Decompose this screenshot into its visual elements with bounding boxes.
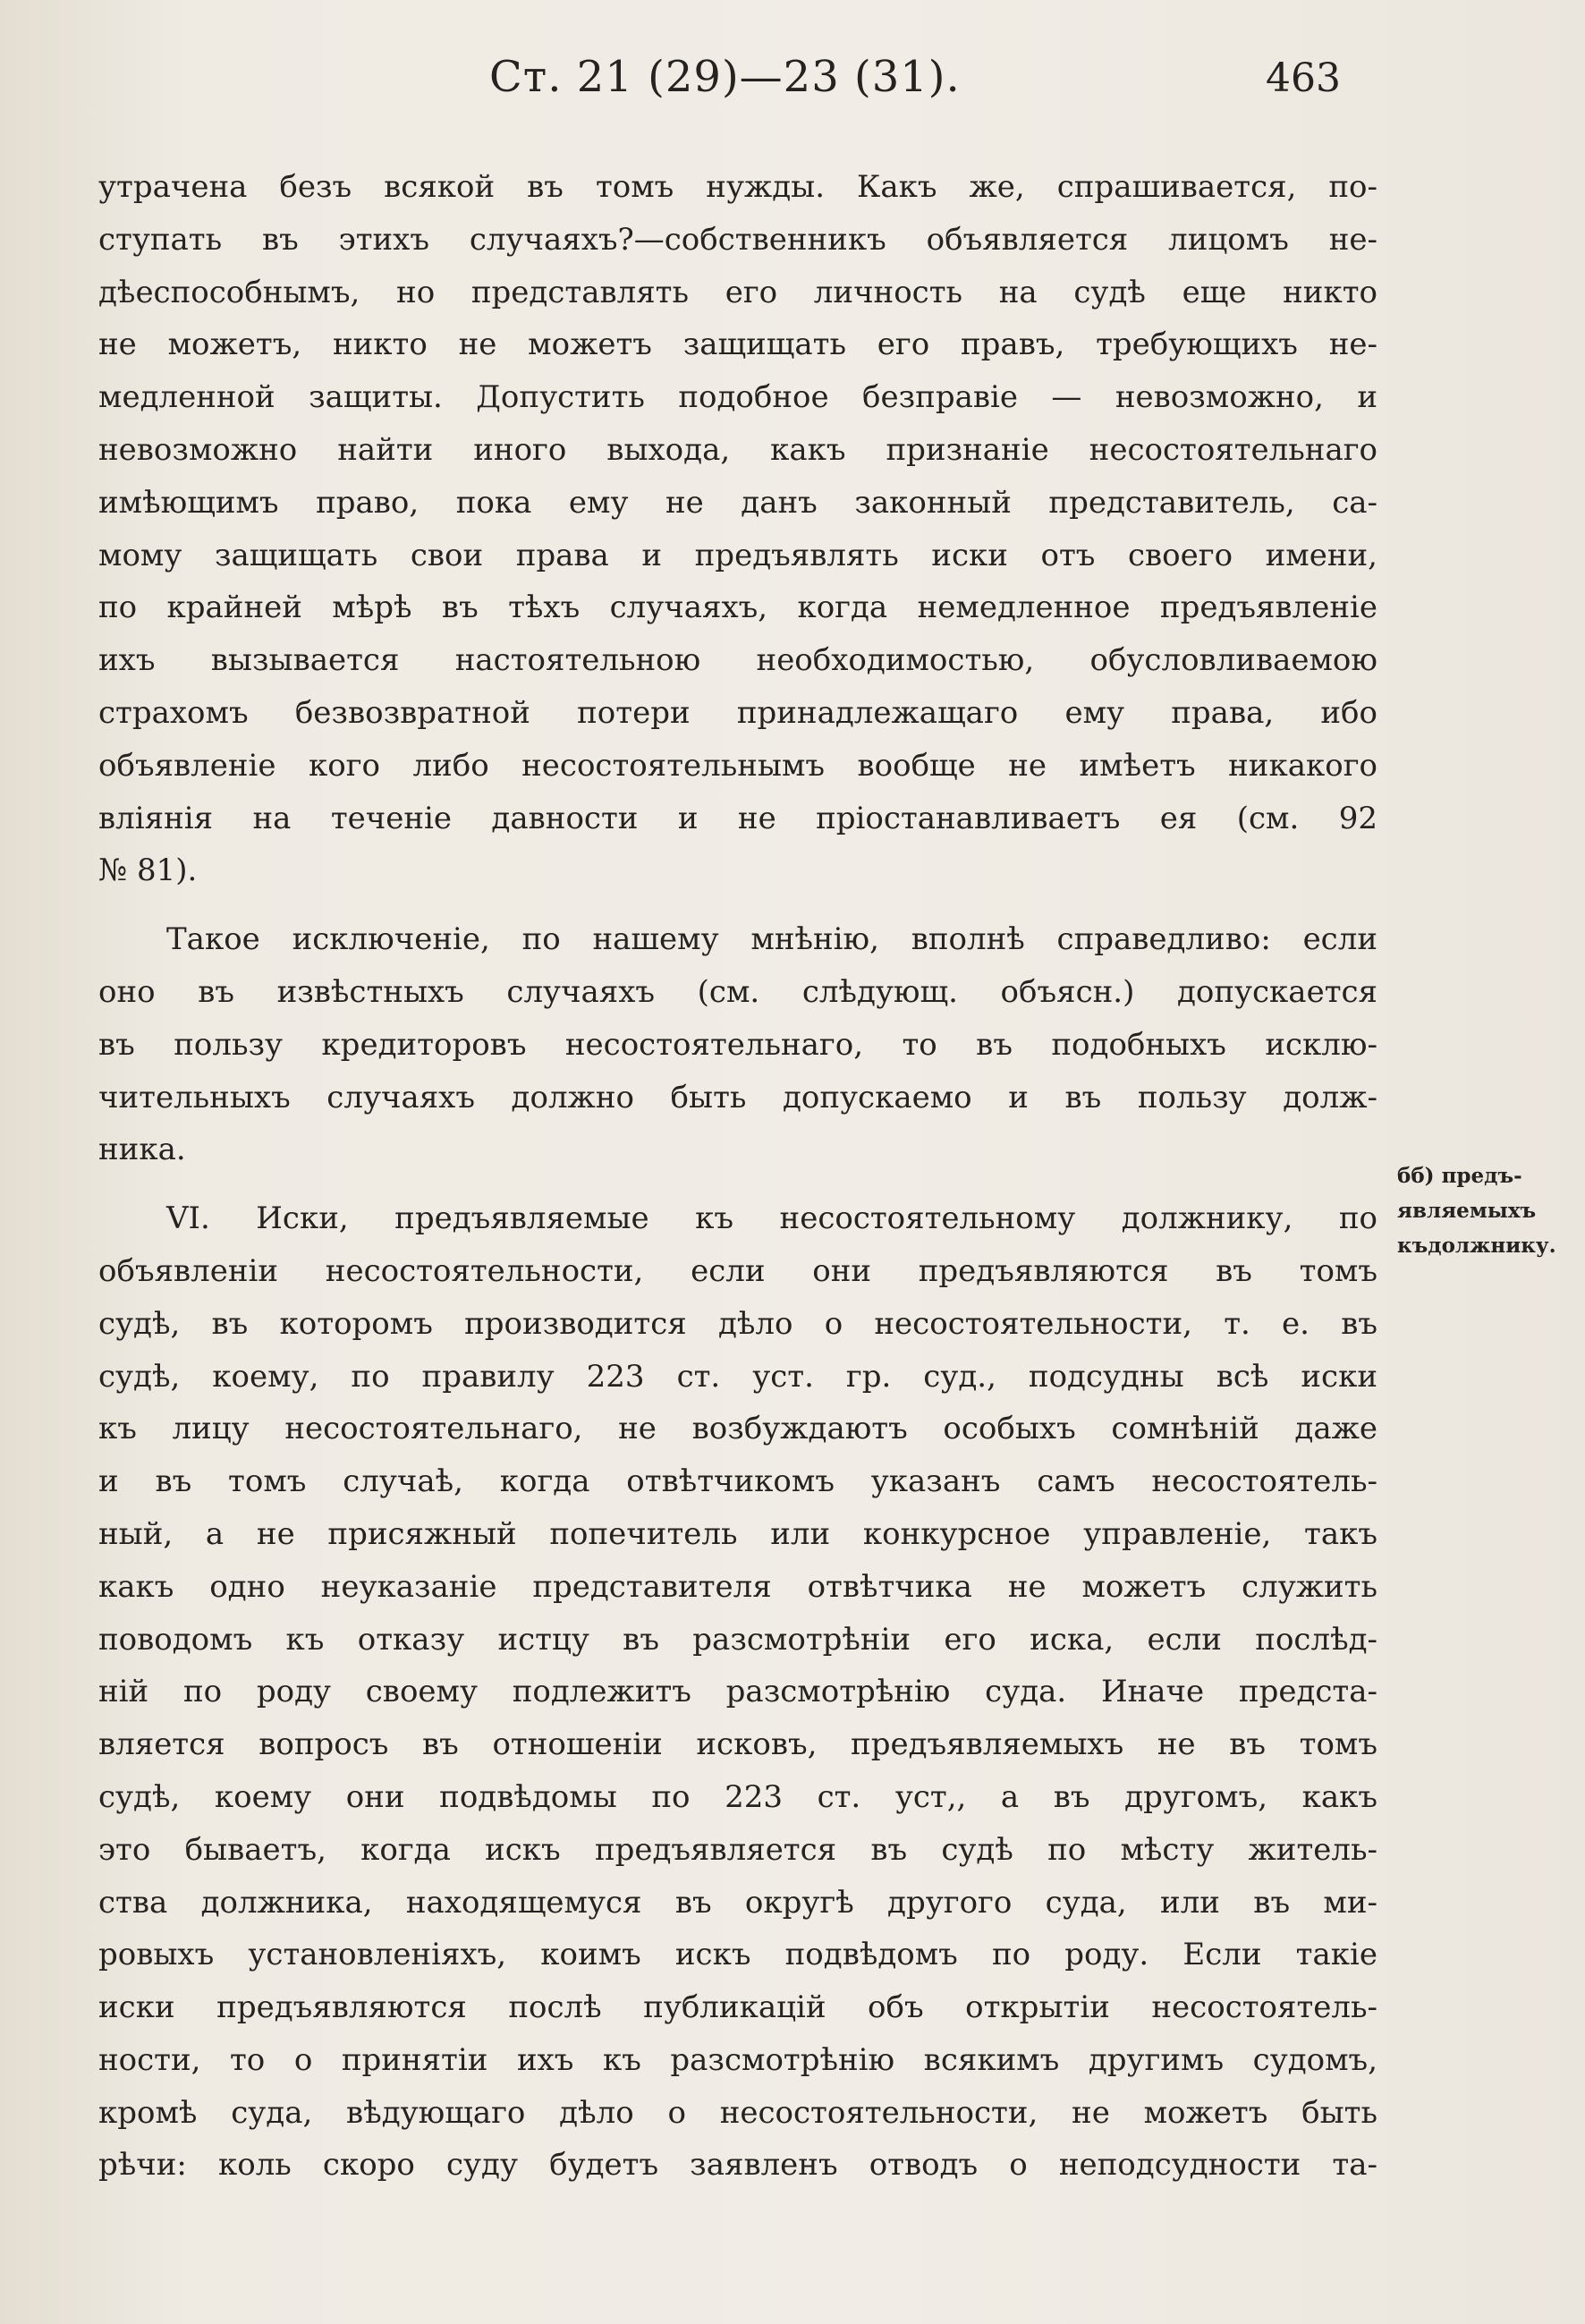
text-line: какъ одно неуказаніе представителя отвѣтчика не можетъ служить: [98, 1568, 1377, 1605]
margin-note-line: бб) предъ-: [1397, 1164, 1522, 1188]
text-line: оно въ извѣстныхъ случаяхъ (см. слѣдующ. объясн.) допускается: [98, 973, 1377, 1010]
page-number: 463: [1266, 55, 1341, 101]
text-line: объявленіи несостоятельности, если они предъявляются въ томъ: [98, 1252, 1377, 1289]
text-line: вліянія на теченіе давности и не пріостанавливаетъ ея (см. 92: [98, 800, 1377, 836]
text-line: не можетъ, никто не можетъ защищать его правъ, требующихъ не-: [98, 327, 1377, 363]
text-line: дѣеспособнымъ, но представлять его личность на судѣ еще никто: [98, 274, 1377, 310]
text-line: имѣющимъ право, пока ему не данъ законный представитель, са-: [98, 484, 1377, 521]
text-line: по крайней мѣрѣ въ тѣхъ случаяхъ, когда немедленное предъявленіе: [98, 589, 1377, 626]
text-line: судѣ, въ которомъ производится дѣло о несостоятельности, т. е. въ: [98, 1305, 1377, 1342]
text-line: и въ томъ случаѣ, когда отвѣтчикомъ указанъ самъ несостоятель-: [98, 1463, 1377, 1500]
text-line: судѣ, коему, по правилу 223 ст. уст. гр. суд., подсудны всѣ иски: [98, 1358, 1377, 1395]
paragraph-exception: [98, 913, 1377, 1176]
text-line: къ лицу несостоятельнаго, не возбуждаютъ особыхъ сомнѣній даже: [98, 1411, 1377, 1447]
page-header: [98, 52, 1351, 115]
text-line: страхомъ безвозвратной потери принадлежащаго ему права, ибо: [98, 694, 1377, 731]
text-line: ства должника, находящемуся въ округѣ другого суда, или въ ми-: [98, 1884, 1377, 1921]
margin-note-line: являемыхъ: [1397, 1199, 1537, 1223]
text-line: утрачена безъ всякой въ томъ нужды. Какъ же, спрашивается, по-: [98, 169, 1377, 205]
text-line: ника.: [98, 1132, 186, 1168]
text-line: поводомъ къ отказу истцу въ разсмотрѣніи его иска, если послѣд-: [98, 1621, 1377, 1658]
text-line: мому защищать свои права и предъявлять иски отъ своего имени,: [98, 537, 1377, 573]
paragraph-continued: [98, 161, 1377, 897]
text-line: судѣ, коему они подвѣдомы по 223 ст. уст,, а въ другомъ, какъ: [98, 1778, 1377, 1815]
text-line: № 81).: [98, 852, 198, 889]
text-line: ный, а не присяжный попечитель или конкурсное управленіе, такъ: [98, 1515, 1377, 1552]
text-line: ній по роду своему подлежитъ разсмотрѣнію суда. Иначе предста-: [98, 1674, 1377, 1710]
paragraph-section-vi: [98, 1192, 1377, 2192]
text-line: рѣчи: коль скоро суду будетъ заявленъ отводъ о неподсудности та-: [98, 2147, 1377, 2184]
text-line: вляется вопросъ въ отношеніи исковъ, предъявляемыхъ не въ томъ: [98, 1726, 1377, 1763]
body-text: [98, 161, 1377, 2192]
text-line: VI. Иски, предъявляемые къ несостоятельному должнику, по: [166, 1200, 1377, 1237]
text-line: Такое исключеніе, по нашему мнѣнію, вполнѣ справедливо: если: [166, 921, 1377, 958]
text-line: невозможно найти иного выхода, какъ признаніе несостоятельнаго: [98, 431, 1377, 468]
text-line: ности, то о принятіи ихъ къ разсмотрѣнію всякимъ другимъ судомъ,: [98, 2041, 1377, 2078]
text-line: иски предъявляются послѣ публикацій объ открытіи несостоятель-: [98, 1989, 1377, 2026]
text-line: ровыхъ установленіяхъ, коимъ искъ подвѣдомъ по роду. Если такіе: [98, 1937, 1377, 1973]
text-line: медленной защиты. Допустить подобное безправіе — невозможно, и: [98, 379, 1377, 416]
text-line: ступать въ этихъ случаяхъ?—собственникъ объявляется лицомъ не-: [98, 221, 1377, 258]
text-line: ихъ вызывается настоятельною необходимостью, обусловливаемою: [98, 642, 1377, 679]
text-line: въ пользу кредиторовъ несостоятельнаго, то въ подобныхъ исклю-: [98, 1026, 1377, 1063]
margin-note: [1397, 1158, 1576, 1263]
text-line: кромѣ суда, вѣдующаго дѣло о несостоятельности, не можетъ быть: [98, 2094, 1377, 2131]
running-title: Ст. 21 (29)—23 (31).: [489, 52, 961, 102]
text-line: это бываетъ, когда искъ предъявляется въ судѣ по мѣсту житель-: [98, 1831, 1377, 1868]
margin-note-line: къдолжнику.: [1397, 1234, 1556, 1258]
text-line: объявленіе кого либо несостоятельнымъ вообще не имѣетъ никакого: [98, 747, 1377, 784]
text-line: чительныхъ случаяхъ должно быть допускаемо и въ пользу долж-: [98, 1079, 1377, 1115]
